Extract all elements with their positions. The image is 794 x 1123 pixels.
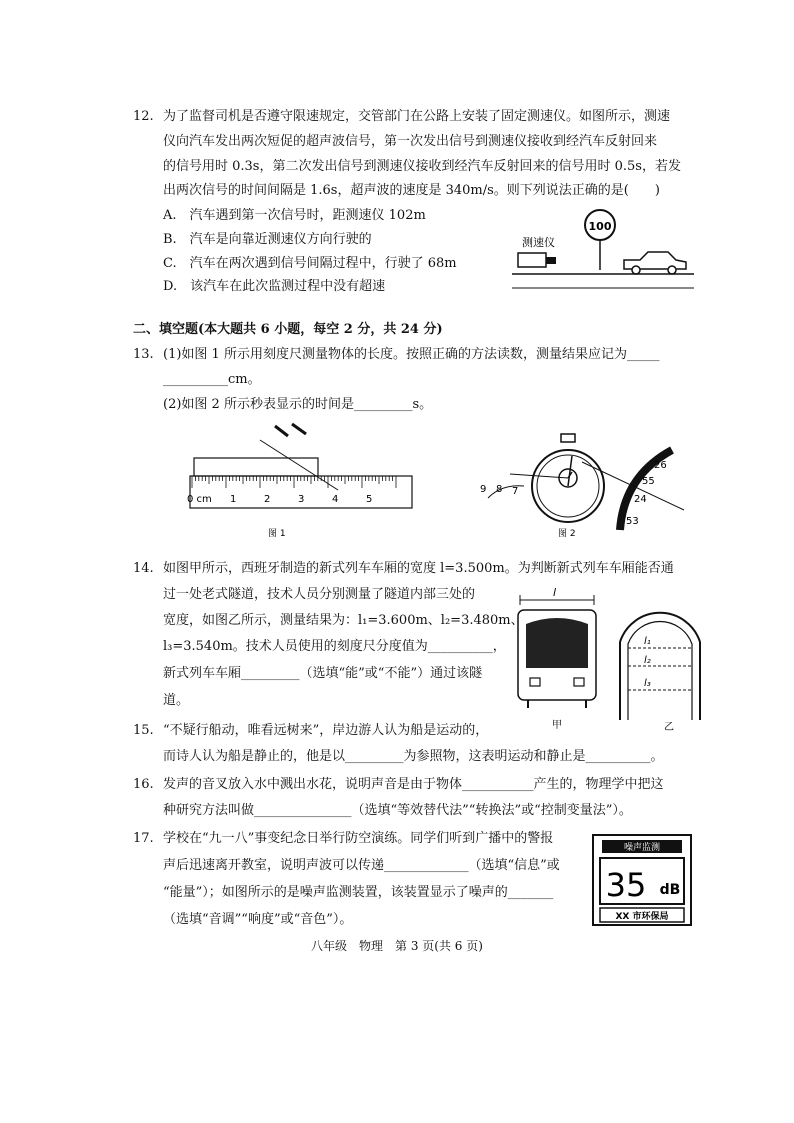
q12-line: 为了监督司机是否遵守限速规定，交管部门在公路上安装了固定测速仪。如图所示，测速 [163,109,671,124]
ruler-tick-label: 4 [332,494,339,505]
ruler-figure [180,418,420,544]
figure-caption: 图 2 [558,529,576,539]
monitor-footer: XX 市环保局 [615,912,669,922]
scale-right-label: 55 [642,476,655,487]
noise-unit: dB [659,882,681,898]
speed-camera-figure [512,198,694,290]
q13-line: (1)如图 1 所示用刻度尺测量物体的长度。按照正确的方法读数，测量结果应记为_____ [163,347,660,362]
ruler-tick-label: 3 [298,494,305,505]
q12-line: 的信号用时 0.3s，第二次发出信号到测速仪接收到经汽车反射回来的信号用时 0.5s，若发 [163,159,681,174]
q17-line: 学校在“九一八”事变纪念日举行防空演练。同学们听到广播中的警报 [163,831,554,846]
q12-option-d: D. 该汽车在此次监测过程中没有超速 [163,279,386,294]
tunnel-width-label: l₂ [644,655,651,666]
q15-line: 而诗人认为船是静止的，他是以_________为参照物，这表明运动和静止是__________。 [163,749,664,764]
q14-line: 过一处老式隧道，技术人员分别测量了隧道内部三处的 [163,587,476,602]
q17-number: 17. [133,831,154,846]
section-title: 二、填空题(本大题共 6 小题，每空 2 分，共 24 分) [133,322,443,337]
q15-number: 15. [133,723,154,738]
page-footer: 八年级 物理 第 3 页(共 6 页) [311,939,483,953]
q13-line: __________cm。 [163,372,261,387]
dial-left-label: 7 [512,486,519,497]
scale-right-label: 53 [626,516,639,527]
q17-line: （选填“音调”“响度”或“音色”）。 [163,912,353,927]
dial-left-label: 8 [496,484,503,495]
tunnel-width-label: l₃ [644,678,651,689]
noise-value: 35 [605,866,647,904]
noise-monitor-figure [592,834,692,926]
q12-line: 仪向汽车发出两次短促的超声波信号，第一次发出信号到测速仪接收到经汽车反射回来 [163,134,658,149]
q14-line: 宽度，如图乙所示，测量结果为：l₁=3.600m、l₂=3.480m、 [163,613,524,628]
stopwatch-crown [561,434,575,442]
ruler-tick-label: 0 cm [187,494,212,505]
scale-right-label: 24 [634,494,647,505]
train-width-label: l [553,586,557,599]
tunnel-width-label: l₁ [644,636,651,647]
q13-line: (2)如图 2 所示秒表显示的时间是_________s。 [163,397,433,412]
q16-line: 发声的音叉放入水中溅出水花，说明声音是由于物体___________产生的，物理学中把这 [163,777,664,792]
q12-number: 12. [133,109,154,124]
tunnel-inner [628,621,692,720]
speed-limit-sign: 100 [588,220,612,233]
q14-line: 如图甲所示，西班牙制造的新式列车车厢的宽度 l=3.500m。为判断新式列车车厢能否通 [163,561,674,576]
measured-object [194,458,318,476]
q13-number: 13. [133,347,154,362]
q16-line: 种研究方法叫做_______________（选填“等效替代法”“转换法”或“控制变量法”）。 [163,803,632,818]
q17-line: 声后迅速离开教室，说明声波可以传递_____________（选填“信息”或 [163,858,560,873]
dial-left-label: 9 [480,484,487,495]
figure-caption: 甲 [552,720,562,731]
q12-option-c: C. 汽车在两次遇到信号间隔过程中，行驶了 68m [163,256,457,271]
q14-line: l₃=3.540m。技术人员使用的刻度尺分度值为__________， [163,639,506,654]
speed-camera-icon [518,253,546,267]
eye-icon [275,426,288,436]
ruler-tick-label: 1 [230,494,237,505]
scale-right-label: 26 [654,460,667,471]
q14-number: 14. [133,561,154,576]
ruler-tick-label: 2 [264,494,271,505]
ruler-tick-label: 5 [366,494,373,505]
figure-caption: 乙 [664,722,674,733]
monitor-header: 噪声监测 [623,843,661,853]
figure-caption: 图 1 [268,529,286,539]
q14-line: 新式列车车厢_________（选填“能”或“不能”）通过该隧 [163,666,483,681]
device-label: 测速仪 [522,236,555,249]
train-tunnel-figure [512,584,702,736]
q17-line: “能量”）；如图所示的是噪声监测装置，该装置显示了噪声的_______ [163,885,554,900]
q12-line: 出两次信号的时间间隔是 1.6s，超声波的速度是 340m/s。则下列说法正确的是( ) [163,183,660,198]
q14-line: 道。 [163,693,190,708]
train-window [526,618,588,668]
q15-line: “不疑行船动，唯看远树来”，岸边游人认为船是运动的， [163,723,489,738]
q16-number: 16. [133,777,154,792]
stopwatch-figure [474,432,696,544]
q12-option-b: B. 汽车是向靠近测速仪方向行驶的 [163,232,372,247]
q12-option-a: A. 汽车遇到第一次信号时，距测速仪 102m [163,208,426,223]
